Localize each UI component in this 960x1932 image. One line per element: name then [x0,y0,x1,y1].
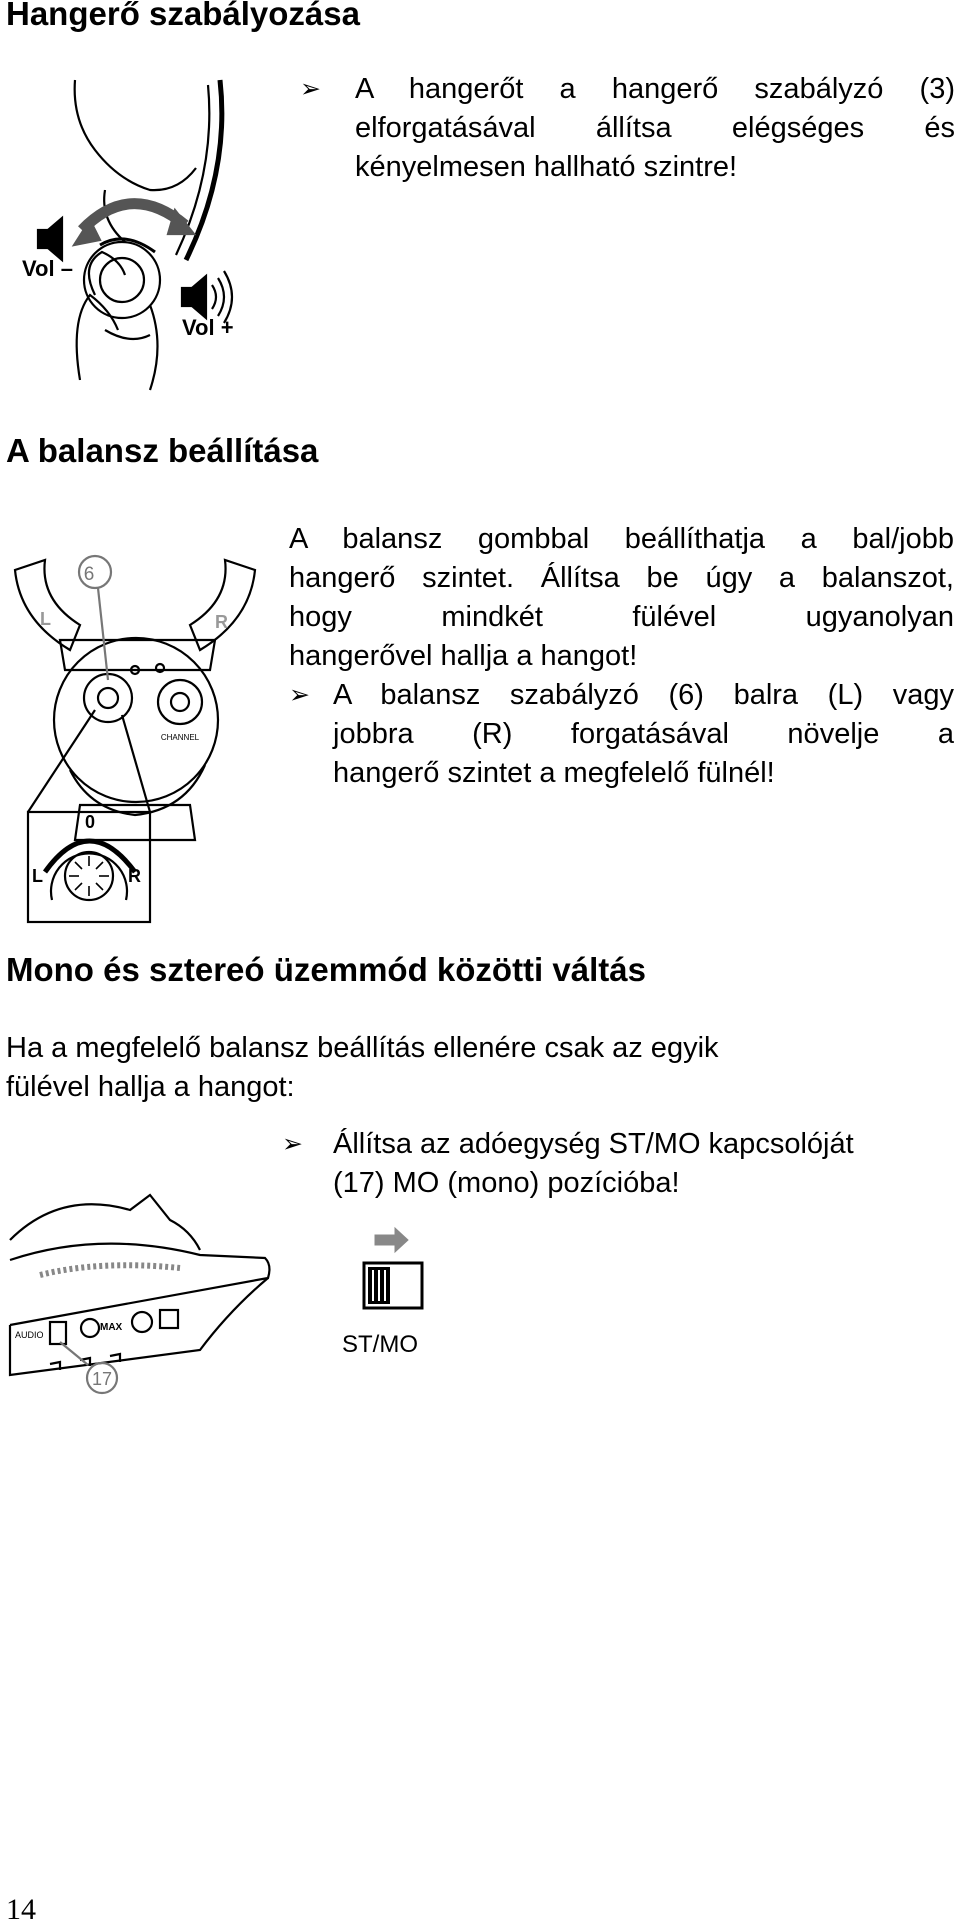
text-line: hangerővel hallja a hangot! [289,640,638,672]
text-line: A hangerőt a hangerő szabályzó (3) [355,73,955,105]
text-line: hangerő szintet. Állítsa be úgy a balanszot, [289,562,954,594]
transmitter-illustration [0,1150,280,1400]
callout-17-label: 17 [91,1369,113,1389]
text-line: hangerő szintet a megfelelő fülnél! [333,757,775,789]
text-line: A balansz szabályzó (6) balra (L) vagy [333,679,954,711]
text-line: Állítsa az adóegység ST/MO kapcsolóját [333,1128,854,1160]
switch-label: ST/MO [342,1331,418,1358]
volume-knob-illustration [0,80,260,400]
text-line: kényelmesen hallható szintre! [355,151,738,183]
text-line: hogy mindkét fülével ugyanolyan [289,601,954,633]
max-label: MAX [100,1322,123,1333]
vol-minus-label: Vol – [22,256,73,281]
dial-right-label: R [128,866,141,886]
balance-description [289,520,954,676]
text-line: jobbra (R) forgatásával növelje a [333,718,954,750]
volume-instruction [355,70,955,187]
section-title-mono-stereo: Mono és sztereó üzemmód közötti váltás [6,951,646,988]
text-line: elforgatásával állítsa elégséges és [355,112,955,144]
bullet-arrow-icon: ➢ [282,1130,303,1158]
text-line: A balansz gombbal beállíthatja a bal/jobb [289,523,954,555]
channel-label: CHANNEL [160,733,200,742]
dial-zero-label: 0 [85,812,96,832]
text-line: fülével hallja a hangot: [6,1071,295,1103]
vol-plus-label: Vol + [182,315,234,340]
dial-left-label: L [32,866,43,886]
audio-port-label: AUDIO [15,1330,44,1340]
section-title-balance: A balansz beállítása [6,432,319,469]
balance-knob-illustration [0,540,290,930]
right-ear-label: R [215,612,228,632]
bullet-arrow-icon: ➢ [289,681,310,709]
st-mo-switch-illustration [340,1225,450,1365]
text-line: (17) MO (mono) pozícióba! [333,1167,680,1199]
page-number: 14 [6,1893,36,1926]
section-title-volume: Hangerő szabályozása [6,0,360,32]
callout-6-label: 6 [83,564,95,585]
mono-stereo-instruction [333,1125,955,1203]
mono-stereo-description [6,1029,906,1107]
balance-instruction [333,676,954,793]
left-ear-label: L [40,609,51,629]
text-line: Ha a megfelelő balansz beállítás ellenére csak az egyik [6,1032,719,1064]
bullet-arrow-icon: ➢ [300,75,321,103]
